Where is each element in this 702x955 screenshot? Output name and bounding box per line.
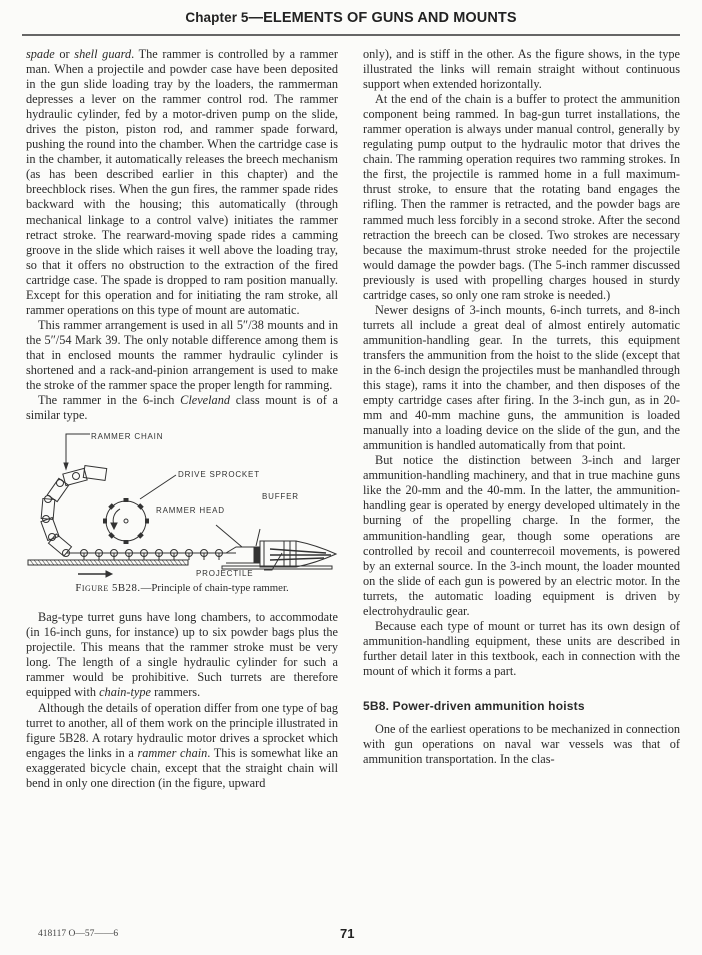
italic-term: shell guard: [74, 47, 132, 61]
projectile-icon: [260, 541, 336, 567]
chapter-title: —ELEMENTS OF GUNS AND MOUNTS: [248, 10, 517, 26]
text-run: . The rammer is controlled by a rammer man. When a projectile and powder case have been deposited in the gun slide loading tray by the loaders, the rammerman depresses a lever on the rammer control rod. The rammer hydraulic cylinder, fed by a motor-driven pump on the slide, drives the piston, piston rod, and rammer spade forward, pushing the round into the chamber. When the cartridge case is in the chamber, it automatically releases the breech mechanism (as has been described earlier in this chapter) and the breechblock rises. When the gun fires, the rammer spade rides backward with the housing; this automatically (through mechanical linkage to a control valve) initiates the rammer retract stroke. The rearward-moving spade rides a camming groove in the slide which raises it well above the loading tray, so that it offers no obstruction to the extraction of the fired cartridge case. The spade is dropped to ram position manually. Except for this operation and for initiating the ram stroke, all rammer operations on this type of mount are automatic.: [26, 47, 338, 317]
label-buffer: BUFFER: [262, 492, 299, 502]
drive-sprocket-icon: [103, 498, 149, 544]
figure-5b28-chain-rammer: [26, 429, 338, 579]
label-drive-sprocket: DRIVE SPROCKET: [178, 470, 260, 480]
section-heading: 5B8. Power-driven ammunition hoists: [363, 698, 585, 713]
paragraph: only), and is stiff in the other. As the figure shows, in the type illustrated the links will remain straight without continuous support when extended horizontally.: [363, 47, 680, 92]
text-run: rammers.: [151, 685, 201, 700]
right-column: [363, 47, 680, 767]
running-header: [0, 10, 702, 26]
print-code: 418117 O—57——6: [38, 929, 119, 939]
text-run: class mount is of a similar type.: [26, 393, 339, 423]
rammer-chain-icon: [41, 466, 107, 557]
paragraph: [26, 610, 338, 700]
paragraph: This rammer arrangement is used in all 5″/38 mounts and in the 5″/54 Mark 39. The only notable difference among them is that in enclosed mounts the rammer hydraulic cylinder is shortened and a rack-and-pinion arrangement is used to make the stroke of the rammer space the proper length for ramming.: [26, 317, 338, 393]
chain-rollers: [81, 550, 223, 561]
label-rammer-head: RAMMER HEAD: [156, 506, 225, 516]
caption-text: —Principle of chain-type rammer.: [140, 582, 289, 595]
italic-term: rammer chain: [137, 745, 208, 760]
paragraph: At the end of the chain is a buffer to protect the ammunition component being rammed. In bag-gun turret installations, the rammer operation is always under manual control, generally by regulating pump output to the hydraulic motor that drives the chain. The ramming operation requires two ramming strokes. In the first, the projectile is rammed home in a full maximum-thrust stroke, to ensure that the rotating band engages the rifling. Then the rammer is retracted, and the powder bags are rammed much less forcibly in a second stroke. After the second retraction the breech can be closed. Two strokes are necessary because the maximum-thrust stroke needed for the projectile would damage the powder bags. (The 5-inch rammer discussed previously is used with propelling charges housed in sturdy cartridge cases, so only one ram stroke is needed.): [363, 92, 680, 302]
page-number: 71: [340, 926, 355, 941]
paragraph: One of the earliest operations to be mechanized in connection with gun operations on naval war vessels was that of ammunition transportation. In the clas-: [363, 722, 680, 767]
text-run: The rammer in the 6-inch: [38, 393, 181, 408]
paragraph: Newer designs of 3-inch mounts, 6-inch turrets, and 8-inch turrets all include a great deal of almost entirely automatic ammunition-handling gear. In the turrets, this equipment transfers the ammunition from the hoist to the slide (except that in the 6-inch design the projectiles must be manhandled through this stage), rams it into the chamber, and then disposes of the empty cartridge cases after firing. In the 3-inch gun, as in 20-mm and 40-mm machine guns, the ammunition is loaded manually into a loading device on the slide of the gun, and the ammunition is handled automatically from that point.: [363, 302, 680, 453]
text-run: or: [54, 47, 75, 61]
italic-term: Cleveland: [180, 393, 230, 408]
paragraph: [26, 701, 338, 791]
figure-caption: [26, 581, 338, 596]
paragraph: [26, 393, 338, 423]
text-run: Although the details of operation differ from one type of bag turret to another, all of them work on the principle illustrated in figure 5B28. A rotary hydraulic motor drives a sprocket which engages the links in a: [26, 700, 338, 760]
left-column: [26, 47, 338, 791]
paragraph: But notice the distinction between 3-inch and larger ammunition-handling machinery, and that in true machine guns like the 20-mm and the 40-mm. In the latter, the ammunition-handling gear is operated by energy developed ultimately in the burning of the propelling charge. In the former, the ammunition-handling gear, though some operations are controlled by recoil and counterrecoil movements, is powered by an external source. In the 3-inch mount, the loader mounted on the slide of each gun is powered by an electric motor. In the turrets, the automatic loading equipment is driven by electrohydraulic gear.: [363, 453, 680, 618]
caption-prefix: Figure 5B28.: [75, 582, 141, 595]
italic-term: spade: [26, 47, 55, 61]
chapter-label: Chapter 5: [185, 10, 249, 25]
paragraph: Because each type of mount or turret has its own design of ammunition-handling equipment, these units are described in further detail later in this textbook, each in connection with the mount of which it forms a part.: [363, 618, 680, 678]
label-rammer-chain: RAMMER CHAIN: [91, 432, 164, 442]
text-run: Bag-type turret guns have long chambers, to accommodate (in 16-inch guns, for instance) up to six powder bags plus the projectile. This means that the rammer stroke must be very long. The length of a single hydraulic cylinder for such a rammer would be prohibitive. Such turrets are therefore equipped with: [26, 610, 338, 700]
text-run: . This is somewhat like an exaggerated bicycle chain, except that the straight chain will bend in only one direction (in the figure, upward: [26, 745, 338, 790]
paragraph: [26, 47, 338, 318]
label-projectile: PROJECTILE: [196, 569, 254, 579]
header-rule: [22, 34, 680, 36]
italic-term: chain-type: [99, 685, 151, 700]
